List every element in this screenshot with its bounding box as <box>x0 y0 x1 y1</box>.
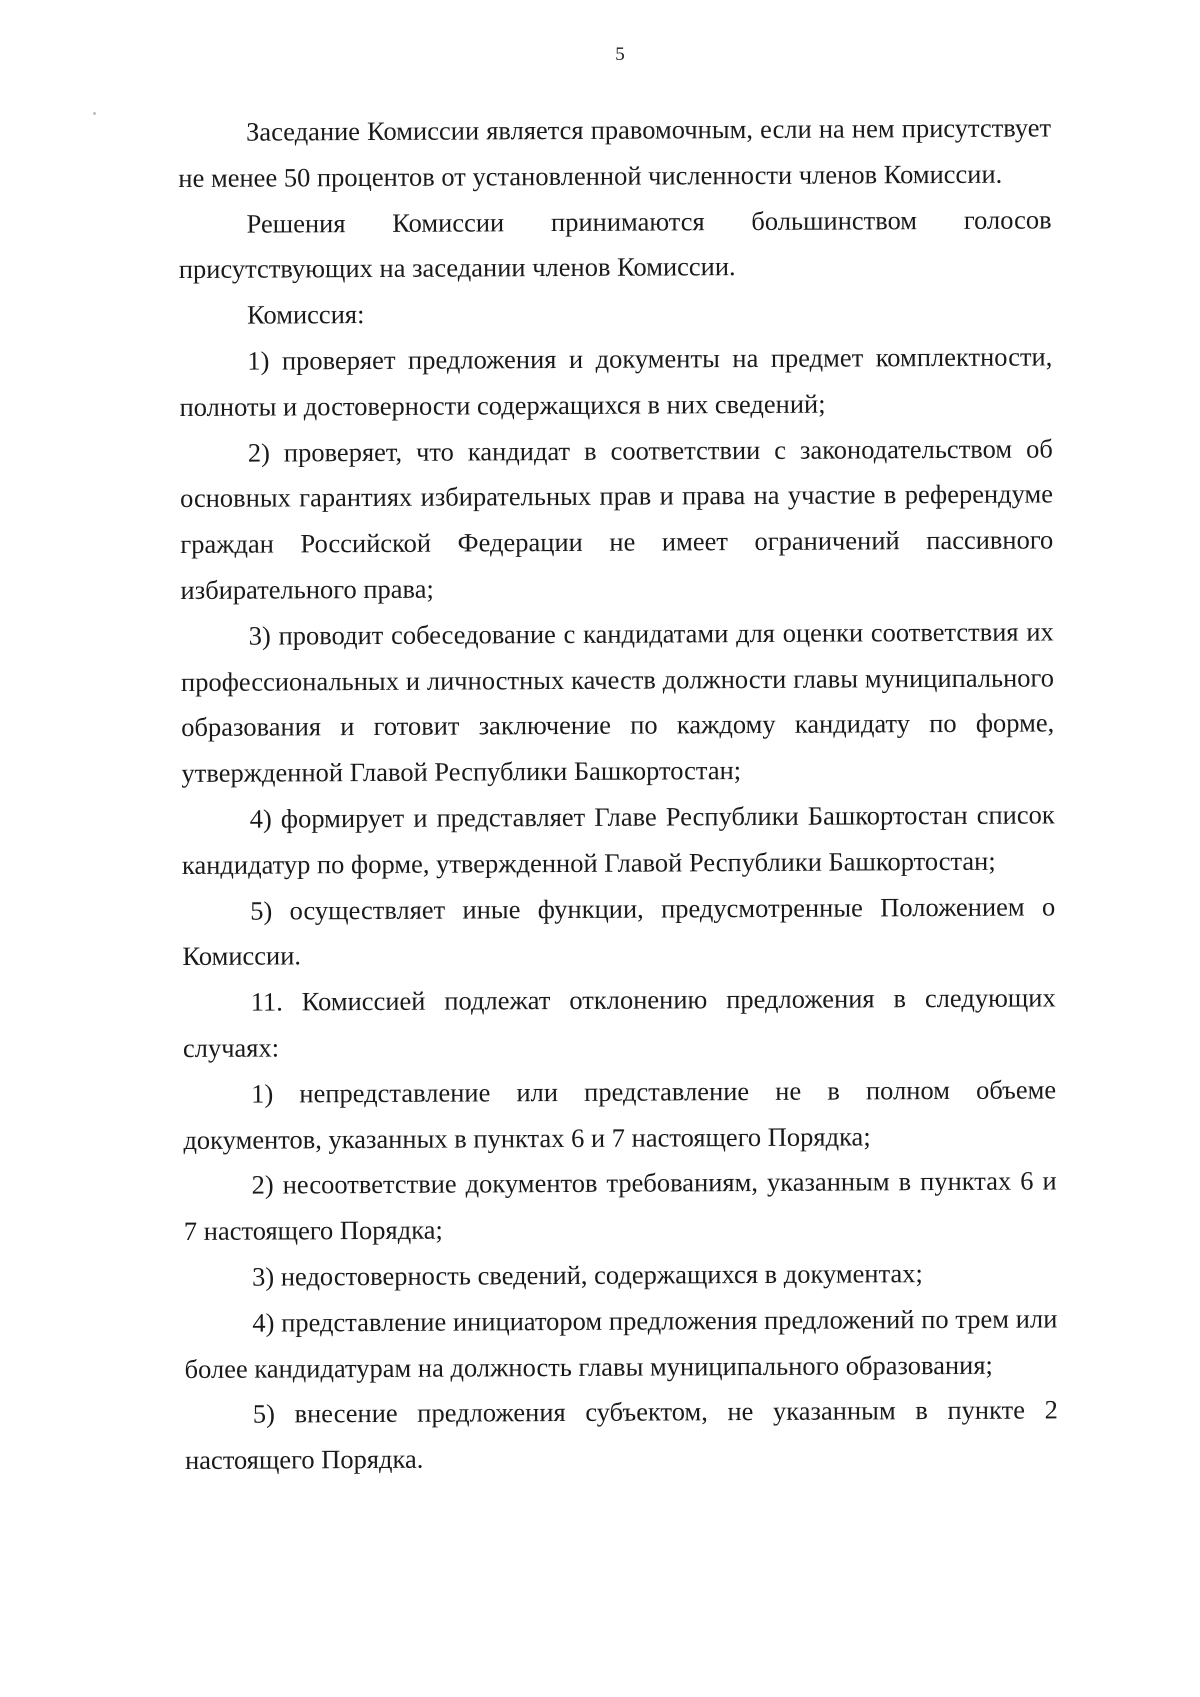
paragraph-decisions: Решения Комиссии принимаются большинством голосов присутствующих на заседании членов Комиссии. <box>178 204 1052 285</box>
rejection-item-5: 5) внесение предложения субъектом, не указанным в пункте 2 настоящего Порядка. <box>184 1394 1058 1476</box>
list-item-1: 1) проверяет предложения и документы на предмет комплектности, полноты и достоверности содержащихся в них сведений; <box>179 341 1053 422</box>
rejection-item-3: 3) недостоверность сведений, содержащихся в документах; <box>252 1258 923 1292</box>
paragraph-commission-heading: Комиссия: <box>246 299 365 330</box>
list-item-5: 5) осуществляет иные функции, предусмотренные Положением о Комиссии. <box>182 890 1056 972</box>
rejection-item-1: 1) непредставление или представление не в полном объеме документов, указанных в пунктах 6 и 7 настоящего Порядка; <box>183 1074 1057 1155</box>
scan-speck <box>93 112 96 115</box>
list-item-4: 4) формирует и представляет Главе Республики Башкортостан список кандидатур по форме, утвержденной Главой Республики Башкортостан; <box>181 799 1055 880</box>
page-number: 5 <box>615 44 625 65</box>
document-body <box>178 105 1058 1483</box>
list-item-3: 3) проводит собеседование с кандидатами для оценки соответствия их профессиональных и личностных качеств должности главы муниципального образования и готовит заключение по каждому кандидату по форме, утвержденной Главой Республики Башкортостан; <box>180 616 1055 789</box>
list-item-2: 2) проверяет, что кандидат в соответствии с законодательством об основных гарантиях избирательных прав и права на участие в референдуме граждан Российской Федерации не имеет ограничений пассивного избирательного права; <box>179 433 1054 605</box>
rejection-item-4: 4) представление инициатором предложения предложений по трем или более кандидатурам на должность главы муниципального образования; <box>184 1303 1058 1384</box>
paragraph-quorum: Заседание Комиссии является правомочным, если на нем присутствует не менее 50 процентов от установленной численности членов Комиссии. <box>178 112 1052 193</box>
rejection-item-2: 2) несоответствие документов требованиям, указанным в пунктах 6 и 7 настоящего Порядка; <box>183 1165 1057 1247</box>
paragraph-section-11: 11. Комиссией подлежат отклонению предложения в следующих случаях: <box>182 982 1056 1063</box>
